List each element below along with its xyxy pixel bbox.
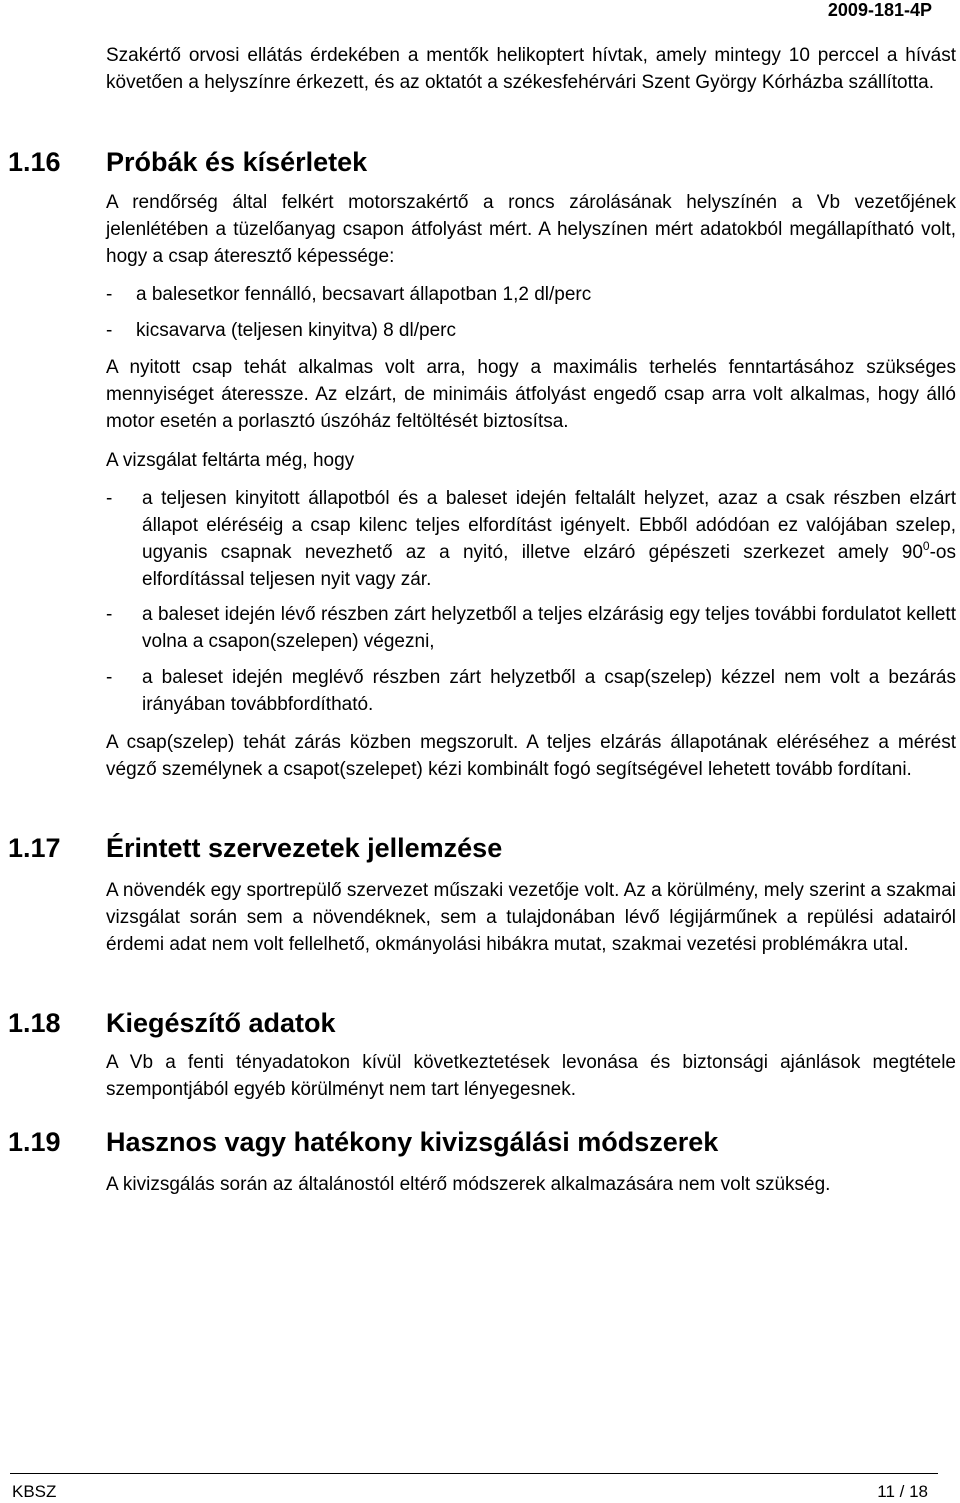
s116-paragraph-2: A nyitott csap tehát alkalmas volt arra, hogy a maximális terhelés fenntartásához szükséges mennyiséget áteressze. Az elzárt, de minimáis átfolyást engedő csap arra volt alkalmas, hogy álló motor esetén a porlasztó úszóház feltöltését biztosítsa. bbox=[106, 357, 956, 432]
list-item-text: a teljesen kinyitott állapotból és a baleset idején feltalált helyzet, azaz a csak részben elzárt állapot eléréséig a csap kilenc teljes elfordítást igényelt. Ebből adódóan ez valójában szelep, ugyanis csapnak nevezhető az a nyitó, illetve elzáró gépészeti szerkezet amely $90^0-os$ elfordítással teljesen nyit vagy zár. bbox=[142, 488, 956, 590]
section-number: 1.17 bbox=[8, 833, 61, 863]
dash-bullet: - bbox=[106, 604, 113, 625]
list-item bbox=[106, 664, 956, 718]
section-title: Kiegészítő adatok bbox=[106, 1008, 336, 1038]
list-item-text: a baleset idején lévő részben zárt helyzetből a teljes elzárásig egy teljes további fordulatot kellett volna a csapon(szelepen) végezni, bbox=[142, 604, 956, 652]
list-item bbox=[106, 281, 956, 308]
s118-paragraph-1: A Vb a fenti tényadatokon kívül következtetések levonása és biztonsági ajánlások megtétele szempontjából egyéb körülményt nem tart lényegesnek. bbox=[106, 1052, 956, 1100]
footer-organization: KBSZ bbox=[12, 1482, 57, 1501]
section-heading-1-17 bbox=[8, 831, 502, 865]
list-item-text: a balesetkor fennálló, becsavart állapotban 1,2 dl/perc bbox=[136, 284, 592, 305]
list-item-text: kicsavarva (teljesen kinyitva) 8 dl/perc bbox=[136, 320, 456, 341]
s116-paragraph-4: A csap(szelep) tehát zárás közben megszorult. A teljes elzárás állapotának eléréséhez a mérést végző személynek a csapot(szelepet) kézi kombinált fogó segítségével lehetett tovább fordítani. bbox=[106, 732, 956, 780]
s116-paragraph-1: A rendőrség által felkért motorszakértő a roncs zárolásának helyszínén a Vb vezetőjének jelenlétében a tüzelőanyag csapon átfolyást mért. A helyszínen mért adatokból megállapítható volt, hogy a csap áteresztő képessége: bbox=[106, 192, 956, 267]
list-item bbox=[106, 485, 956, 593]
section-heading-1-16 bbox=[8, 145, 367, 179]
dash-bullet: - bbox=[106, 488, 113, 509]
footer-divider bbox=[10, 1473, 938, 1474]
section-title: Próbák és kísérletek bbox=[106, 147, 368, 177]
document-code: 2009-181-4P bbox=[827, 0, 932, 20]
list-item-text: a baleset idején meglévő részben zárt helyzetből a csap(szelep) kézzel nem volt a bezárás irányában továbbfordítható. bbox=[142, 667, 956, 715]
superscript: 0 bbox=[922, 539, 930, 553]
section-title: Hasznos vagy hatékony kivizsgálási módszerek bbox=[106, 1127, 719, 1157]
list-item bbox=[106, 601, 956, 655]
section-title: Érintett szervezetek jellemzése bbox=[106, 833, 503, 863]
section-number: 1.19 bbox=[8, 1127, 61, 1157]
dash-bullet: - bbox=[106, 284, 113, 305]
section-number: 1.16 bbox=[8, 147, 61, 177]
section-number: 1.18 bbox=[8, 1008, 61, 1038]
s117-paragraph-1: A növendék egy sportrepülő szervezet műszaki vezetője volt. Az a körülmény, mely szerint a szakmai vizsgálat során sem a növendéknek, sem a tulajdonában lévő légijárműnek a repülési adatairól érdemi adat nem volt fellelhető, okmányolási hibákra mutat, szakmai vezetési problémákra utal. bbox=[106, 880, 956, 955]
list-item bbox=[106, 317, 956, 344]
section-heading-1-18 bbox=[8, 1006, 336, 1040]
dash-bullet: - bbox=[106, 320, 113, 341]
page-number: 11 / 18 bbox=[877, 1482, 928, 1501]
s119-paragraph-1: A kivizsgálás során az általánostól eltérő módszerek alkalmazására nem volt szükség. bbox=[106, 1174, 831, 1195]
s116-paragraph-3: A vizsgálat feltárta még, hogy bbox=[106, 450, 355, 471]
intro-paragraph: Szakértő orvosi ellátás érdekében a mentők helikoptert hívtak, amely mintegy 10 perccel a hívást követően a helyszínre érkezett, és az oktatót a székesfehérvári Szent György Kórházba szállította. bbox=[106, 45, 956, 93]
section-heading-1-19 bbox=[8, 1125, 718, 1159]
dash-bullet: - bbox=[106, 667, 113, 688]
